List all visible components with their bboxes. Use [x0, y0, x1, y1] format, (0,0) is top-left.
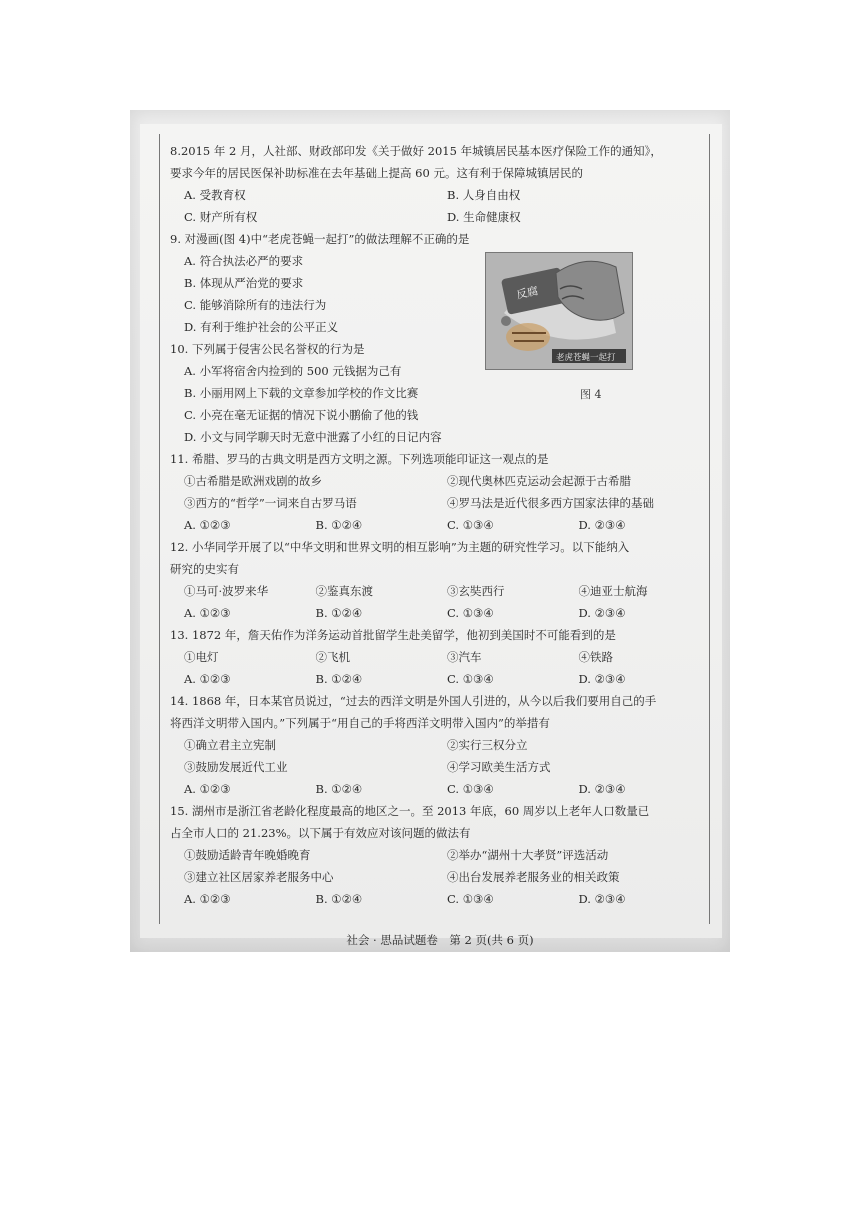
- question-text: 占全市人口的 21.23%。以下属于有效应对该问题的做法有: [170, 826, 471, 840]
- option-grid: [170, 184, 710, 228]
- option-c: C. 能够消除所有的违法行为: [184, 298, 327, 312]
- option-a: A. 小军将宿舍内捡到的 500 元钱据为己有: [184, 364, 402, 378]
- statement-1: ①古希腊是欧洲戏剧的故乡: [184, 474, 322, 488]
- cartoon-figure: [485, 252, 633, 370]
- option-a: A. ①②③: [184, 606, 231, 620]
- statement-2: ②举办“湖州十大孝贤”评选活动: [447, 848, 609, 862]
- question-text: 11. 希腊、罗马的古典文明是西方文明之源。下列选项能印证这一观点的是: [170, 452, 549, 466]
- question-text: 研究的史实有: [170, 562, 239, 576]
- statement-4: ④出台发展养老服务业的相关政策: [447, 870, 620, 884]
- option-a: A. 符合执法必严的要求: [184, 254, 304, 268]
- statement-3: ③西方的“哲学”一词来自古罗马语: [184, 496, 357, 510]
- exam-page: [140, 124, 722, 947]
- statement-2: ②现代奥林匹克运动会起源于古希腊: [447, 474, 631, 488]
- option-b: B. ①②④: [315, 892, 363, 906]
- option-d: D. 有利于维护社会的公平正义: [184, 320, 339, 334]
- banner-text: 老虎苍蝇一起打: [556, 353, 616, 363]
- question-text: 要求今年的居民医保补助标准在去年基础上提高 60 元。这有利于保障城镇居民的: [170, 166, 583, 180]
- option-d: D. ②③④: [578, 518, 626, 532]
- question-text: 12. 小华同学开展了以“中华文明和世界文明的相互影响”为主题的研究性学习。以下能纳入: [170, 540, 630, 554]
- option-b: B. ①②④: [315, 518, 363, 532]
- statement-row: [170, 646, 710, 668]
- option-b: B. ①②④: [315, 606, 363, 620]
- statement-3: ③建立社区居家养老服务中心: [184, 870, 334, 884]
- statement-grid: [170, 734, 710, 778]
- statement-1: ①马可·波罗来华: [184, 584, 269, 598]
- cartoon-illustration: [486, 253, 632, 369]
- option-d: D. ②③④: [578, 892, 626, 906]
- option-d: D. 小文与同学聊天时无意中泄露了小红的日记内容: [184, 430, 442, 444]
- option-c: C. ①③④: [447, 606, 494, 620]
- option-a: A. ①②③: [184, 782, 231, 796]
- statement-1: ①鼓励适龄青年晚婚晚育: [184, 848, 311, 862]
- option-d: D. 生命健康权: [447, 210, 521, 224]
- option-row: [170, 514, 710, 536]
- figure-caption: 图 4: [580, 388, 602, 401]
- question-text: 10. 下列属于侵害公民名誉权的行为是: [170, 342, 365, 356]
- question-8: [170, 140, 710, 228]
- option-c: C. ①③④: [447, 892, 494, 906]
- option-b: B. ①②④: [315, 672, 363, 686]
- option-d: D. ②③④: [578, 606, 626, 620]
- question-13: [170, 624, 710, 690]
- option-c: C. 财产所有权: [184, 210, 258, 224]
- statement-grid: [170, 470, 710, 514]
- option-b: B. 体现从严治党的要求: [184, 276, 304, 290]
- option-d: D. ②③④: [578, 672, 626, 686]
- option-b: B. 人身自由权: [447, 188, 521, 202]
- option-a: A. ①②③: [184, 892, 231, 906]
- statement-grid: [170, 844, 710, 888]
- statement-2: ②实行三权分立: [447, 738, 528, 752]
- statement-4: ④铁路: [578, 650, 613, 664]
- statement-2: ②鉴真东渡: [315, 584, 373, 598]
- option-row: [170, 668, 710, 690]
- statement-4: ④迪亚士航海: [578, 584, 648, 598]
- option-b: B. 小丽用网上下载的文章参加学校的作文比赛: [184, 386, 419, 400]
- statement-3: ③汽车: [447, 650, 482, 664]
- statement-4: ④学习欧美生活方式: [447, 760, 551, 774]
- statement-3: ③鼓励发展近代工业: [184, 760, 288, 774]
- option-a: A. ①②③: [184, 518, 231, 532]
- question-text: 将西洋文明带入国内。”下列属于“用自己的手将西洋文明带入国内”的举措有: [170, 716, 550, 730]
- question-text: 14. 1868 年，日本某官员说过，“过去的西洋文明是外国人引进的，从今以后我们要用自己的手: [170, 694, 657, 708]
- question-text: 15. 湖州市是浙江省老龄化程度最高的地区之一。至 2013 年底，60 周岁以上老年人口数量已: [170, 804, 650, 818]
- card-text: 反腐: [515, 284, 540, 302]
- question-15: [170, 800, 710, 910]
- question-14: [170, 690, 710, 800]
- option-c: C. 小亮在毫无证据的情况下说小鹏偷了他的钱: [184, 408, 419, 422]
- option-c: C. ①③④: [447, 672, 494, 686]
- question-text: 9. 对漫画(图 4)中“老虎苍蝇一起打”的做法理解不正确的是: [170, 232, 470, 246]
- option-a: A. ①②③: [184, 672, 231, 686]
- statement-1: ①确立君主立宪制: [184, 738, 276, 752]
- option-row: [170, 602, 710, 624]
- question-11: [170, 448, 710, 536]
- option-row: [170, 778, 710, 800]
- option-b: B. ①②④: [315, 782, 363, 796]
- question-text: 8.2015 年 2 月，人社部、财政部印发《关于做好 2015 年城镇居民基本医疗保险工作的通知》，: [170, 144, 662, 158]
- question-12: [170, 536, 710, 624]
- option-c: C. ①③④: [447, 518, 494, 532]
- statement-2: ②飞机: [315, 650, 350, 664]
- option-a: A. 受教育权: [184, 188, 246, 202]
- option-d: D. ②③④: [578, 782, 626, 796]
- statement-4: ④罗马法是近代很多西方国家法律的基础: [447, 496, 654, 510]
- page-footer: 社会 · 思品试题卷 第 2 页(共 6 页): [346, 933, 534, 947]
- scanned-photo: [130, 110, 730, 952]
- statement-1: ①电灯: [184, 650, 219, 664]
- option-c: C. ①③④: [447, 782, 494, 796]
- left-margin-line: [159, 134, 160, 924]
- statement-row: [170, 580, 710, 602]
- question-text: 13. 1872 年，詹天佑作为洋务运动首批留学生赴美留学，他初到美国时不可能看到的是: [170, 628, 616, 642]
- option-row: [170, 888, 710, 910]
- statement-3: ③玄奘西行: [447, 584, 505, 598]
